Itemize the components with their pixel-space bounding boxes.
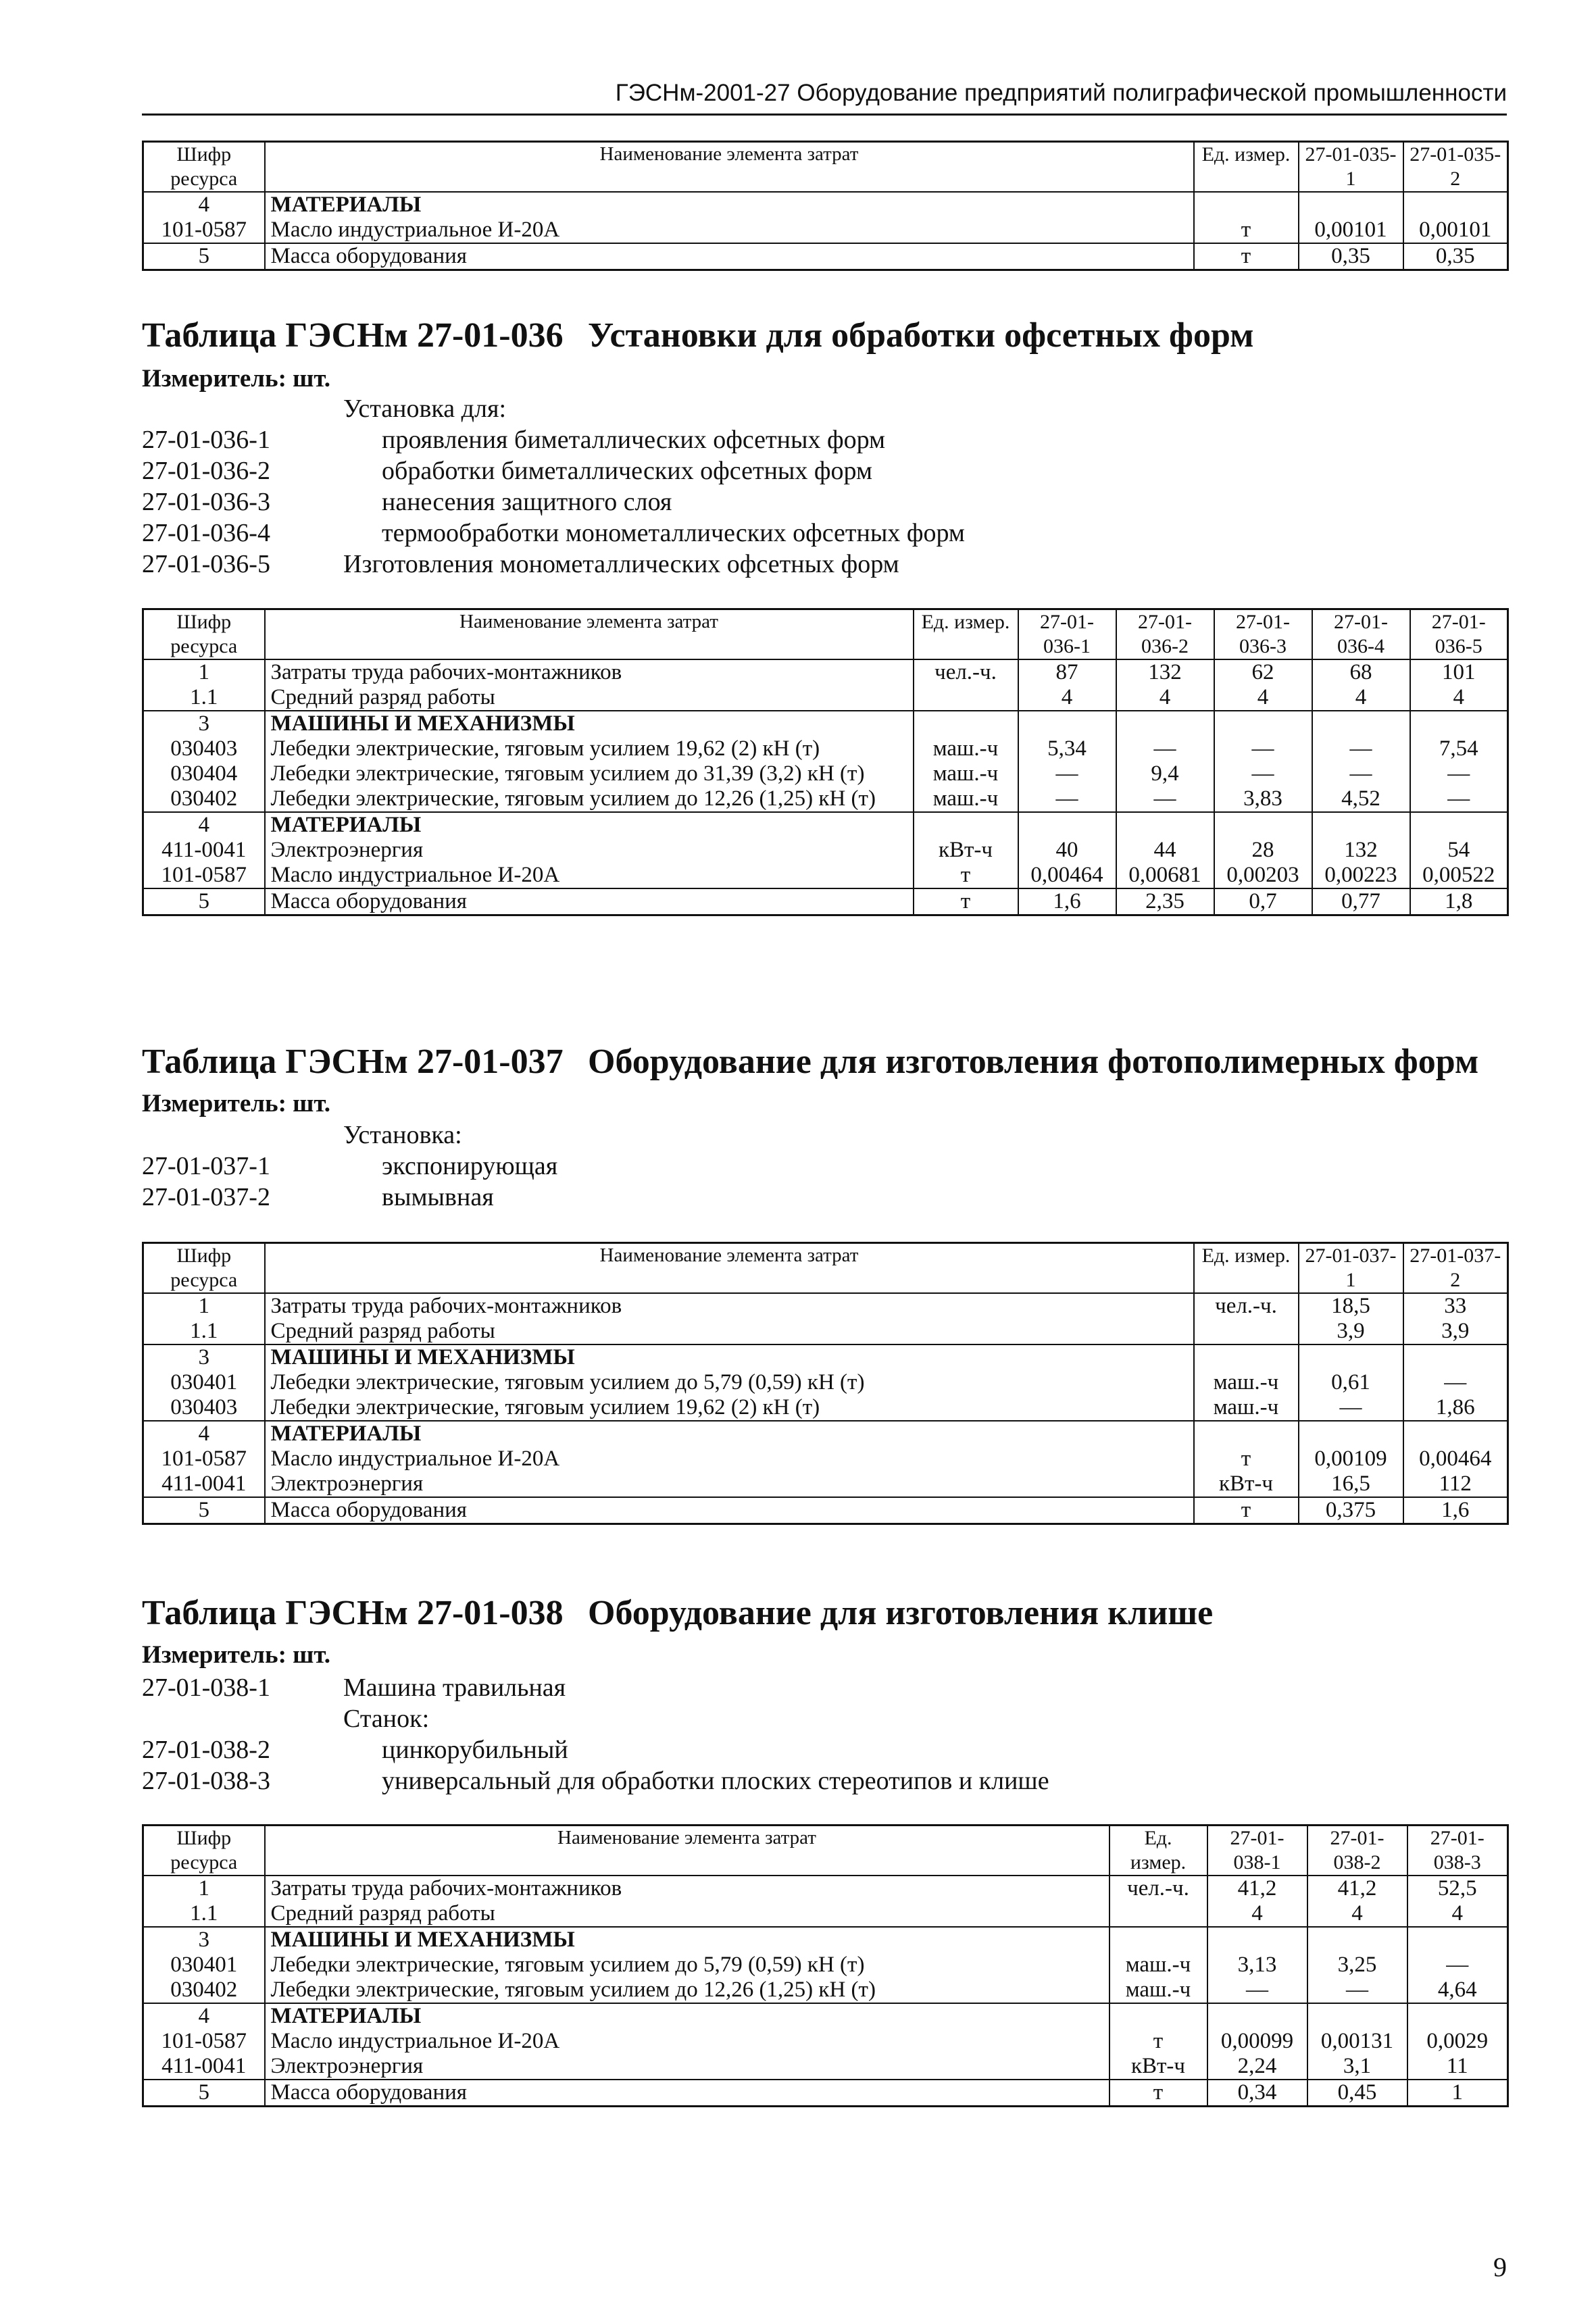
row-value: 5,34: [1018, 736, 1116, 761]
table-row: [143, 1370, 1508, 1395]
row-unit: маш.-ч: [1194, 1370, 1299, 1395]
measurer: Измеритель: шт.: [142, 1090, 331, 1117]
row-unit: кВт-ч: [1109, 2054, 1207, 2080]
table-row: [143, 761, 1508, 786]
col-header-unit: Ед. измер.: [1194, 1243, 1299, 1294]
row-value: 2,24: [1207, 2054, 1307, 2080]
item-code: 27-01-037-1: [142, 1152, 270, 1180]
row-code: 411-0041: [143, 2054, 265, 2080]
row-value: 132: [1116, 659, 1214, 685]
item-code: 27-01-038-3: [142, 1767, 270, 1795]
row-code: 3: [143, 1344, 265, 1370]
row-unit: [914, 685, 1018, 711]
row-name: Масса оборудования: [265, 888, 914, 915]
row-value: 0,00223: [1312, 863, 1410, 888]
row-value: —: [1207, 1978, 1307, 2003]
row-name: Средний разряд работы: [265, 685, 914, 711]
row-code: 4: [143, 812, 265, 838]
col-header-name: Наименование элемента затрат: [265, 1826, 1109, 1876]
row-value: [1299, 1421, 1403, 1447]
row-value: 4: [1214, 685, 1312, 711]
row-value: 52,5: [1407, 1876, 1508, 1901]
col-header-name: Наименование элемента затрат: [265, 609, 914, 660]
row-code: 1.1: [143, 685, 265, 711]
row-unit: маш.-ч: [914, 786, 1018, 812]
row-value: —: [1410, 786, 1508, 812]
col-header-code: Шифр ресурса: [143, 1826, 265, 1876]
row-value: 0,00681: [1116, 863, 1214, 888]
row-name: Масса оборудования: [265, 2080, 1109, 2106]
row-value: 101: [1410, 659, 1508, 685]
row-value: 0,00101: [1299, 218, 1403, 243]
row-value: —: [1299, 1395, 1403, 1421]
row-unit: маш.-ч: [1194, 1395, 1299, 1421]
item-text: экспонирующая: [382, 1152, 558, 1180]
row-name: Затраты труда рабочих-монтажников: [265, 659, 914, 685]
row-code: 4: [143, 192, 265, 218]
table-row: [143, 1472, 1508, 1497]
item-text: нанесения защитного слоя: [382, 488, 672, 516]
row-value: [1018, 812, 1116, 838]
col-header-code: Шифр ресурса: [143, 1243, 265, 1294]
item-code: 27-01-038-1: [142, 1674, 270, 1702]
table-row: [143, 243, 1508, 270]
row-code: 030402: [143, 1978, 265, 2003]
item-text: обработки биметаллических офсетных форм: [382, 457, 873, 485]
row-value: 112: [1403, 1472, 1508, 1497]
row-value: 4: [1116, 685, 1214, 711]
row-value: 62: [1214, 659, 1312, 685]
col-header-unit: Ед. измер.: [1194, 142, 1299, 193]
item-code: 27-01-036-4: [142, 519, 270, 547]
row-code: 101-0587: [143, 2029, 265, 2054]
row-code: 4: [143, 1421, 265, 1447]
section-037-title: [142, 1042, 1479, 1082]
table-row: [143, 192, 1508, 218]
row-value: 0,00109: [1299, 1447, 1403, 1472]
row-code: 411-0041: [143, 838, 265, 863]
row-value: 11: [1407, 2054, 1508, 2080]
row-unit: [914, 711, 1018, 736]
row-value: [1116, 711, 1214, 736]
row-name: Масло индустриальное И-20А: [265, 1447, 1194, 1472]
row-value: 9,4: [1116, 761, 1214, 786]
row-code: 4: [143, 2003, 265, 2029]
intro-text: Установка для:: [343, 395, 507, 423]
col-header-value: 27-01-036-3: [1214, 609, 1312, 660]
row-unit: т: [1194, 1447, 1299, 1472]
row-value: [1299, 1344, 1403, 1370]
table-row: [143, 1421, 1508, 1447]
row-value: 1: [1407, 2080, 1508, 2106]
row-value: [1403, 1421, 1508, 1447]
row-value: [1312, 711, 1410, 736]
row-unit: маш.-ч: [1109, 1953, 1207, 1978]
row-value: 3,9: [1299, 1319, 1403, 1344]
row-value: 3,25: [1307, 1953, 1407, 1978]
row-value: 4: [1407, 1901, 1508, 1927]
header-rule: [142, 114, 1507, 116]
row-value: 0,35: [1403, 243, 1508, 270]
row-value: 4: [1410, 685, 1508, 711]
row-value: [1207, 2003, 1307, 2029]
row-value: —: [1312, 736, 1410, 761]
table-038: [142, 1824, 1509, 2107]
row-value: 0,375: [1299, 1497, 1403, 1524]
col-header-value: 27-01-035-1: [1299, 142, 1403, 193]
row-name: Лебедки электрические, тяговым усилием до 5,79 (0,59) кН (т): [265, 1953, 1109, 1978]
table-037: [142, 1242, 1509, 1525]
col-header-value: 27-01-037-1: [1299, 1243, 1403, 1294]
row-value: [1116, 812, 1214, 838]
item-text: Изготовления монометаллических офсетных форм: [343, 550, 899, 578]
col-header-name: Наименование элемента затрат: [265, 1243, 1194, 1294]
table-number: Таблица ГЭСНм 27-01-036: [142, 316, 564, 355]
row-code: 5: [143, 2080, 265, 2106]
row-value: 0,7: [1214, 888, 1312, 915]
item-text: Машина травильная: [343, 1674, 566, 1702]
row-value: 18,5: [1299, 1293, 1403, 1319]
item-code: 27-01-036-3: [142, 488, 270, 516]
row-name: МАШИНЫ И МЕХАНИЗМЫ: [265, 1344, 1194, 1370]
row-value: —: [1403, 1370, 1508, 1395]
table-header: [143, 1243, 1508, 1294]
row-name: МАТЕРИАЛЫ: [265, 192, 1194, 218]
table-035: [142, 141, 1509, 271]
table-row: [143, 1953, 1508, 1978]
item-code: 27-01-036-5: [142, 550, 270, 578]
row-code: 1: [143, 1293, 265, 1319]
measurer: Измеритель: шт.: [142, 365, 331, 393]
row-name: МАШИНЫ И МЕХАНИЗМЫ: [265, 711, 914, 736]
item-text: вымывная: [382, 1183, 494, 1211]
row-value: [1410, 711, 1508, 736]
item-code: 27-01-037-2: [142, 1183, 270, 1211]
row-code: 101-0587: [143, 218, 265, 243]
col-header-value: 27-01-038-1: [1207, 1826, 1307, 1876]
row-value: 4: [1312, 685, 1410, 711]
row-value: 3,9: [1403, 1319, 1508, 1344]
table-row: [143, 218, 1508, 243]
col-header-value: 27-01-037-2: [1403, 1243, 1508, 1294]
col-header-value: 27-01-036-5: [1410, 609, 1508, 660]
row-name: Затраты труда рабочих-монтажников: [265, 1293, 1194, 1319]
table-row: [143, 1344, 1508, 1370]
table-row: [143, 711, 1508, 736]
row-value: 0,34: [1207, 2080, 1307, 2106]
row-value: 4,52: [1312, 786, 1410, 812]
col-header-value: 27-01-036-2: [1116, 609, 1214, 660]
row-name: Средний разряд работы: [265, 1901, 1109, 1927]
table-title: Оборудование для изготовления клише: [588, 1594, 1214, 1632]
row-value: [1214, 812, 1312, 838]
row-value: —: [1307, 1978, 1407, 2003]
row-unit: т: [914, 863, 1018, 888]
row-name: Лебедки электрические, тяговым усилием до 12,26 (1,25) кН (т): [265, 1978, 1109, 2003]
row-code: 030401: [143, 1370, 265, 1395]
row-unit: чел.-ч.: [1194, 1293, 1299, 1319]
table-row: [143, 1293, 1508, 1319]
intro-text: Установка:: [343, 1121, 462, 1149]
table-row: [143, 659, 1508, 685]
row-value: —: [1018, 786, 1116, 812]
row-unit: [1109, 2003, 1207, 2029]
row-name: Масло индустриальное И-20А: [265, 218, 1194, 243]
row-value: 0,35: [1299, 243, 1403, 270]
table-row: [143, 838, 1508, 863]
row-value: 44: [1116, 838, 1214, 863]
col-header-value: 27-01-038-2: [1307, 1826, 1407, 1876]
row-code: 5: [143, 243, 265, 270]
row-value: —: [1312, 761, 1410, 786]
row-name: МАТЕРИАЛЫ: [265, 2003, 1109, 2029]
row-value: 0,00522: [1410, 863, 1508, 888]
table-row: [143, 2029, 1508, 2054]
row-value: 4: [1207, 1901, 1307, 1927]
table-header: [143, 609, 1508, 660]
table-row: [143, 1447, 1508, 1472]
row-value: 4: [1018, 685, 1116, 711]
table-row: [143, 1978, 1508, 2003]
row-value: —: [1214, 761, 1312, 786]
row-value: [1407, 1927, 1508, 1953]
table-row: [143, 2080, 1508, 2106]
row-code: 1: [143, 1876, 265, 1901]
row-value: [1214, 711, 1312, 736]
row-unit: маш.-ч: [914, 761, 1018, 786]
row-value: 41,2: [1207, 1876, 1307, 1901]
table-row: [143, 786, 1508, 812]
row-code: 1.1: [143, 1319, 265, 1344]
row-unit: [1194, 192, 1299, 218]
page-number: 9: [1493, 2252, 1507, 2282]
row-unit: т: [1109, 2029, 1207, 2054]
table-row: [143, 1497, 1508, 1524]
row-code: 5: [143, 888, 265, 915]
row-unit: маш.-ч: [914, 736, 1018, 761]
row-value: 3,83: [1214, 786, 1312, 812]
row-unit: [1109, 1901, 1207, 1927]
row-name: МАШИНЫ И МЕХАНИЗМЫ: [265, 1927, 1109, 1953]
row-code: 1: [143, 659, 265, 685]
row-code: 030404: [143, 761, 265, 786]
table-row: [143, 685, 1508, 711]
row-value: 68: [1312, 659, 1410, 685]
item-code: 27-01-038-2: [142, 1736, 270, 1764]
table-title: Установки для обработки офсетных форм: [588, 316, 1254, 355]
row-name: Затраты труда рабочих-монтажников: [265, 1876, 1109, 1901]
row-value: [1207, 1927, 1307, 1953]
col-header-code: Шифр ресурса: [143, 142, 265, 193]
row-value: 1,8: [1410, 888, 1508, 915]
table-row: [143, 863, 1508, 888]
row-value: 0,0029: [1407, 2029, 1508, 2054]
table-row: [143, 1927, 1508, 1953]
table-row: [143, 2003, 1508, 2029]
row-value: —: [1018, 761, 1116, 786]
row-unit: [1194, 1344, 1299, 1370]
col-header-value: 27-01-036-1: [1018, 609, 1116, 660]
col-header-unit: Ед. измер.: [914, 609, 1018, 660]
row-unit: [1194, 1421, 1299, 1447]
table-number: Таблица ГЭСНм 27-01-038: [142, 1594, 564, 1632]
row-code: 030402: [143, 786, 265, 812]
col-header-unit: Ед. измер.: [1109, 1826, 1207, 1876]
row-unit: [1109, 1927, 1207, 1953]
row-value: [1018, 711, 1116, 736]
row-value: 3,1: [1307, 2054, 1407, 2080]
row-code: 030403: [143, 736, 265, 761]
item-text: проявления биметаллических офсетных форм: [382, 426, 886, 454]
row-unit: т: [1194, 1497, 1299, 1524]
row-name: МАТЕРИАЛЫ: [265, 812, 914, 838]
row-value: 0,77: [1312, 888, 1410, 915]
item-text: универсальный для обработки плоских стереотипов и клише: [382, 1767, 1049, 1795]
col-header-value: 27-01-036-4: [1312, 609, 1410, 660]
row-unit: т: [1194, 243, 1299, 270]
table-header: [143, 142, 1508, 193]
row-unit: чел.-ч.: [914, 659, 1018, 685]
row-code: 101-0587: [143, 1447, 265, 1472]
col-header-value: 27-01-038-3: [1407, 1826, 1508, 1876]
row-value: 0,00101: [1403, 218, 1508, 243]
row-code: 1.1: [143, 1901, 265, 1927]
row-value: 28: [1214, 838, 1312, 863]
row-unit: маш.-ч: [1109, 1978, 1207, 2003]
col-header-name: Наименование элемента затрат: [265, 142, 1194, 193]
item-code: 27-01-036-2: [142, 457, 270, 485]
row-value: 1,6: [1403, 1497, 1508, 1524]
row-value: [1407, 2003, 1508, 2029]
row-code: 3: [143, 1927, 265, 1953]
row-unit: т: [914, 888, 1018, 915]
row-value: 7,54: [1410, 736, 1508, 761]
row-name: Электроэнергия: [265, 1472, 1194, 1497]
row-value: 0,00464: [1403, 1447, 1508, 1472]
row-unit: [1194, 1319, 1299, 1344]
table-number: Таблица ГЭСНм 27-01-037: [142, 1042, 564, 1081]
table-036: [142, 608, 1509, 916]
row-value: —: [1116, 786, 1214, 812]
row-name: Масса оборудования: [265, 243, 1194, 270]
row-name: Электроэнергия: [265, 838, 914, 863]
row-value: 0,00464: [1018, 863, 1116, 888]
row-name: Лебедки электрические, тяговым усилием 19,62 (2) кН (т): [265, 1395, 1194, 1421]
table-title: Оборудование для изготовления фотополимерных форм: [588, 1042, 1479, 1081]
row-value: —: [1214, 736, 1312, 761]
row-code: 030403: [143, 1395, 265, 1421]
row-name: Лебедки электрические, тяговым усилием до 31,39 (3,2) кН (т): [265, 761, 914, 786]
row-value: [1403, 1344, 1508, 1370]
row-code: 5: [143, 1497, 265, 1524]
row-value: 41,2: [1307, 1876, 1407, 1901]
row-value: 132: [1312, 838, 1410, 863]
table-row: [143, 812, 1508, 838]
row-value: 0,61: [1299, 1370, 1403, 1395]
row-unit: кВт-ч: [914, 838, 1018, 863]
row-value: 40: [1018, 838, 1116, 863]
row-name: Масло индустриальное И-20А: [265, 863, 914, 888]
row-name: Лебедки электрические, тяговым усилием до 5,79 (0,59) кН (т): [265, 1370, 1194, 1395]
row-code: 3: [143, 711, 265, 736]
table-row: [143, 1319, 1508, 1344]
row-name: Масса оборудования: [265, 1497, 1194, 1524]
row-value: 4,64: [1407, 1978, 1508, 2003]
row-value: 1,6: [1018, 888, 1116, 915]
row-unit: [914, 812, 1018, 838]
row-value: [1312, 812, 1410, 838]
row-value: 0,00203: [1214, 863, 1312, 888]
running-header: ГЭСНм-2001-27 Оборудование предприятий полиграфической промышленности: [615, 80, 1507, 106]
row-value: 33: [1403, 1293, 1508, 1319]
row-value: 54: [1410, 838, 1508, 863]
row-value: 0,00131: [1307, 2029, 1407, 2054]
row-value: [1307, 2003, 1407, 2029]
row-value: —: [1407, 1953, 1508, 1978]
table-row: [143, 888, 1508, 915]
row-name: Лебедки электрические, тяговым усилием 19,62 (2) кН (т): [265, 736, 914, 761]
row-value: 16,5: [1299, 1472, 1403, 1497]
table-row: [143, 1901, 1508, 1927]
row-name: Лебедки электрические, тяговым усилием до 12,26 (1,25) кН (т): [265, 786, 914, 812]
item-code: 27-01-036-1: [142, 426, 270, 454]
row-value: —: [1116, 736, 1214, 761]
row-name: Масло индустриальное И-20А: [265, 2029, 1109, 2054]
row-unit: т: [1194, 218, 1299, 243]
row-value: 3,13: [1207, 1953, 1307, 1978]
item-text: цинкорубильный: [382, 1736, 568, 1764]
row-name: Электроэнергия: [265, 2054, 1109, 2080]
row-value: [1410, 812, 1508, 838]
section-036-title: [142, 316, 1254, 355]
table-header: [143, 1826, 1508, 1876]
row-value: [1403, 192, 1508, 218]
table-row: [143, 1876, 1508, 1901]
row-value: 1,86: [1403, 1395, 1508, 1421]
row-code: 411-0041: [143, 1472, 265, 1497]
table-row: [143, 1395, 1508, 1421]
col-header-code: Шифр ресурса: [143, 609, 265, 660]
section-038-title: [142, 1593, 1214, 1633]
row-name: МАТЕРИАЛЫ: [265, 1421, 1194, 1447]
row-value: 0,00099: [1207, 2029, 1307, 2054]
row-unit: чел.-ч.: [1109, 1876, 1207, 1901]
row-value: 2,35: [1116, 888, 1214, 915]
col-header-value: 27-01-035-2: [1403, 142, 1508, 193]
item-text: термообработки монометаллических офсетных форм: [382, 519, 965, 547]
measurer: Измеритель: шт.: [142, 1641, 331, 1669]
row-value: 0,45: [1307, 2080, 1407, 2106]
table-row: [143, 2054, 1508, 2080]
row-unit: кВт-ч: [1194, 1472, 1299, 1497]
intro-text: Станок:: [343, 1705, 430, 1733]
row-value: [1299, 192, 1403, 218]
row-code: 030401: [143, 1953, 265, 1978]
row-code: 101-0587: [143, 863, 265, 888]
row-name: Средний разряд работы: [265, 1319, 1194, 1344]
row-value: [1307, 1927, 1407, 1953]
table-row: [143, 736, 1508, 761]
row-value: —: [1410, 761, 1508, 786]
row-value: 4: [1307, 1901, 1407, 1927]
row-unit: т: [1109, 2080, 1207, 2106]
row-value: 87: [1018, 659, 1116, 685]
